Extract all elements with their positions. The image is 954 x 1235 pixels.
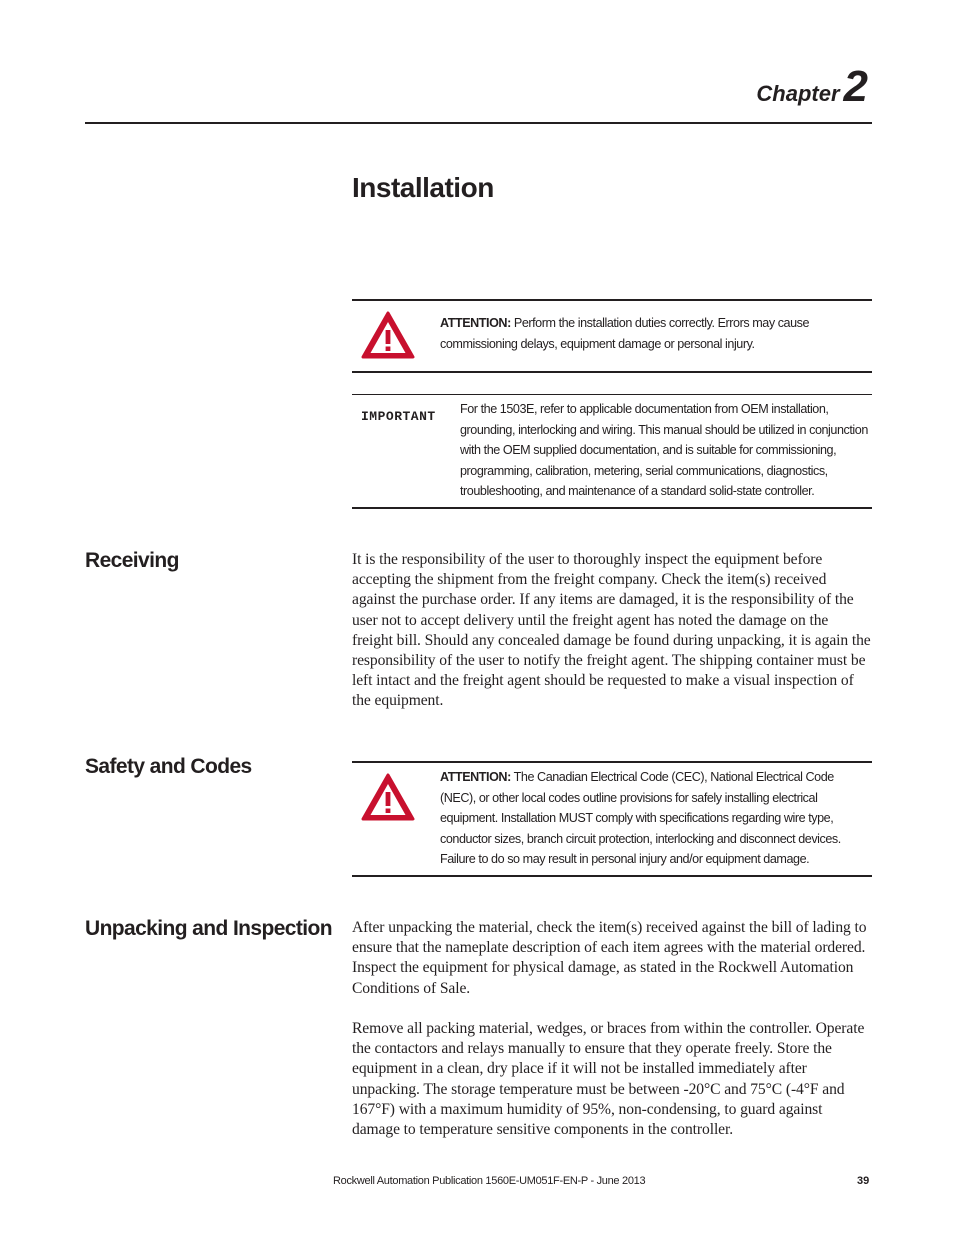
unpacking-paragraph-2: Remove all packing material, wedges, or braces from within the controller. Operate the contactors and relays manually to ensure that they operate freely. Store the equipment in a clean, dry place if it will not be installed immediately after unpacking. The storage temperature must be between -20°C and 75°C (-4°F and 167°F) with a maximum humidity of 95%, non-condensing, to guard against damage to temperature sensitive components in the controller.	[352, 1020, 865, 1139]
receiving-heading: Receiving	[85, 549, 179, 572]
page-title: Installation	[352, 172, 494, 203]
attention-text: The Canadian Electrical Code (CEC), National Electrical Code (NEC), or other local codes outline provisions for safely installing electrical equipment. Installation MUST comply with specifications regarding wire type, conductor sizes, branch circuit protection, interlocking and disconnect devices. Failure to do so may result in personal injury and/or equipment damage.	[440, 770, 841, 866]
warning-triangle-icon	[360, 772, 416, 822]
chapter-header	[756, 62, 868, 112]
safety-heading: Safety and Codes	[85, 755, 252, 778]
attention-label: ATTENTION:	[440, 770, 511, 784]
unpacking-heading: Unpacking and Inspection	[85, 917, 332, 940]
footer-publication: Rockwell Automation Publication 1560E-UM051F-EN-P - June 2013	[333, 1175, 646, 1187]
page-number: 39	[857, 1175, 870, 1187]
receiving-paragraph: It is the responsibility of the user to thoroughly inspect the equipment before accepting the shipment from the freight company. Check the item(s) received against the purchase order. If any items are damaged, it is the responsibility of the user not to accept delivery until the freight agent has noted the damage on the freight bill. Should any concealed damage be found during unpacking, it is again the responsibility of the user to notify the freight agent. The shipping container must be left intact and the freight agent should be requested to make a visual inspection of the equipment.	[352, 551, 871, 710]
important-label: IMPORTANT	[361, 409, 436, 424]
attention-label: ATTENTION:	[440, 316, 511, 330]
attention-box-installation	[352, 299, 872, 373]
attention-text: Perform the installation duties correctly. Errors may cause commissioning delays, equipment damage or personal injury.	[440, 316, 810, 351]
chapter-number: 2	[843, 62, 868, 111]
attention-box-codes	[352, 761, 872, 877]
chapter-rule	[85, 122, 872, 124]
chapter-word: Chapter	[756, 81, 840, 106]
warning-triangle-icon	[360, 310, 416, 360]
unpacking-paragraph-1: After unpacking the material, check the item(s) received against the bill of lading to ensure that the nameplate description of each item agrees with the material ordered. Inspect the equipment for physical damage, as stated in the Rockwell Automation Conditions of Sale.	[352, 919, 867, 997]
important-box	[352, 394, 872, 509]
important-text: For the 1503E, refer to applicable documentation from OEM installation, grounding, interlocking and wiring. This manual should be utilized in conjunction with the OEM supplied documentation, and is suitable for commissioning, programming, calibration, metering, serial communications, diagnostics, troubleshooting, and maintenance of a standard solid-state controller.	[460, 402, 868, 498]
